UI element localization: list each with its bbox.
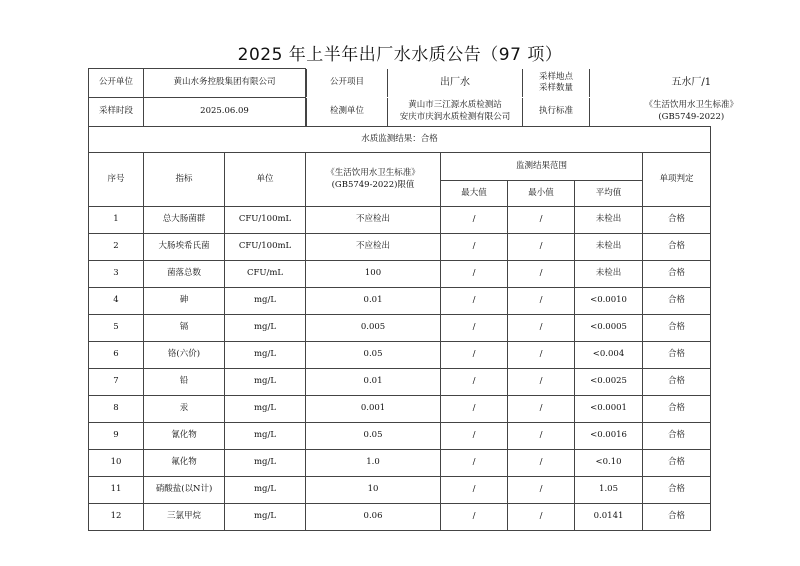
row-limit: 10 [306,477,441,504]
row-avg: <0.004 [575,342,643,369]
row-index: 11 [89,477,144,504]
row-verdict: 合格 [643,315,711,342]
row-avg: <0.0001 [575,396,643,423]
row-unit: CFU/100mL [225,207,306,234]
row-verdict: 合格 [643,369,711,396]
row-verdict: 合格 [643,234,711,261]
table-row [89,207,711,234]
row-max: / [441,450,508,477]
row-limit: 0.01 [306,369,441,396]
row-index: 5 [89,315,144,342]
item-value: 出厂水 [388,69,523,97]
row-indicator: 镉 [144,315,225,342]
row-avg: 1.05 [575,477,643,504]
table-row [89,288,711,315]
header-row-time [89,98,711,127]
row-max: / [441,288,508,315]
col-avg: 平均值 [575,181,643,207]
col-unit: 单位 [225,153,306,207]
row-min: / [508,315,575,342]
table-row [89,315,711,342]
col-indicator: 指标 [144,153,225,207]
row-min: / [508,423,575,450]
row-avg: <0.0005 [575,315,643,342]
table-row [89,423,711,450]
table-row [89,504,711,531]
row-index: 6 [89,342,144,369]
table-row [89,396,711,423]
row-max: / [441,423,508,450]
table-row [89,261,711,288]
publisher-value: 黄山水务控股集团有限公司 [144,69,306,98]
row-unit: mg/L [225,315,306,342]
row-index: 8 [89,396,144,423]
row-index: 12 [89,504,144,531]
row-min: / [508,288,575,315]
document-title: 2025 年上半年出厂水水质公告（97 项） [237,45,563,65]
table-row [89,450,711,477]
row-min: / [508,450,575,477]
row-indicator: 大肠埃希氏菌 [144,234,225,261]
lab-value [388,98,523,126]
row-min: / [508,504,575,531]
row-indicator: 三氯甲烷 [144,504,225,531]
table-row [89,369,711,396]
lab-line-2: 安庆市庆润水质检测有限公司 [399,111,511,122]
row-limit: 0.005 [306,315,441,342]
row-index: 2 [89,234,144,261]
row-indicator: 铅 [144,369,225,396]
col-limit [306,153,441,207]
row-verdict: 合格 [643,261,711,288]
row-avg: 未检出 [575,234,643,261]
publisher-label: 公开单位 [89,69,144,98]
standard-line-1: 《生活饮用水卫生标准》 [644,100,739,111]
row-index: 1 [89,207,144,234]
col-limit-line-1: 《生活饮用水卫生标准》 [326,168,420,179]
lab-line-1: 黄山市三江源水质检测站 [408,100,502,111]
row-avg: 0.0141 [575,504,643,531]
row-index: 3 [89,261,144,288]
row-unit: CFU/mL [225,261,306,288]
row-min: / [508,396,575,423]
row-limit: 0.001 [306,396,441,423]
sampling-place-label: 采样地点 [539,71,574,82]
row-indicator: 总大肠菌群 [144,207,225,234]
row-unit: mg/L [225,342,306,369]
row-index: 7 [89,369,144,396]
row-limit: 0.01 [306,288,441,315]
row-max: / [441,207,508,234]
row-limit: 1.0 [306,450,441,477]
row-indicator: 氰化物 [144,423,225,450]
column-header-row-1 [89,153,711,181]
col-index: 序号 [89,153,144,207]
row-unit: mg/L [225,288,306,315]
row-limit: 不应检出 [306,207,441,234]
row-verdict: 合格 [643,288,711,315]
standard-label: 执行标准 [523,98,590,126]
row-max: / [441,342,508,369]
header-row-publisher [89,69,711,98]
row-unit: mg/L [225,369,306,396]
col-min: 最小值 [508,181,575,207]
row-unit: mg/L [225,504,306,531]
row-verdict: 合格 [643,504,711,531]
row-min: / [508,207,575,234]
water-quality-table [88,68,739,531]
row-unit: mg/L [225,477,306,504]
row-index: 10 [89,450,144,477]
row-avg: <0.0025 [575,369,643,396]
sampling-time-label: 采样时段 [89,98,144,127]
sampling-time-value: 2025.06.09 [144,98,306,127]
col-limit-line-2: (GB5749-2022)限值 [331,179,415,190]
item-label-cell: 公开项目 [307,69,388,97]
row-indicator: 硝酸盐(以N计) [144,477,225,504]
sampling-count-label: 采样数量 [539,83,574,93]
table-row [89,234,711,261]
row-verdict: 合格 [643,477,711,504]
standard-line-2: (GB5749-2022) [658,111,725,122]
row-min: / [508,261,575,288]
row-verdict: 合格 [643,450,711,477]
row-max: / [441,261,508,288]
row-avg: <0.10 [575,450,643,477]
sampling-value: 五水厂/1 [590,69,793,97]
row-min: / [508,477,575,504]
standard-value [590,98,793,126]
lab-label: 检测单位 [307,98,388,126]
row-avg: 未检出 [575,261,643,288]
row-avg: 未检出 [575,207,643,234]
row-limit: 不应检出 [306,234,441,261]
row-limit: 0.05 [306,342,441,369]
row-unit: mg/L [225,423,306,450]
row-max: / [441,504,508,531]
row-indicator: 汞 [144,396,225,423]
row-index: 9 [89,423,144,450]
row-indicator: 菌落总数 [144,261,225,288]
row-indicator: 铬(六价) [144,342,225,369]
row-limit: 100 [306,261,441,288]
row-index: 4 [89,288,144,315]
row-min: / [508,234,575,261]
col-max: 最大值 [441,181,508,207]
row-max: / [441,369,508,396]
row-max: / [441,234,508,261]
row-max: / [441,315,508,342]
table-row [89,477,711,504]
sampling-labels [523,69,590,97]
row-unit: mg/L [225,396,306,423]
row-indicator: 氟化物 [144,450,225,477]
summary-row [89,127,711,153]
row-unit: CFU/100mL [225,234,306,261]
row-unit: mg/L [225,450,306,477]
summary-text: 水质监测结果：合格 [89,127,711,153]
row-limit: 0.05 [306,423,441,450]
row-verdict: 合格 [643,342,711,369]
row-limit: 0.06 [306,504,441,531]
row-indicator: 砷 [144,288,225,315]
row-verdict: 合格 [643,396,711,423]
col-verdict: 单项判定 [643,153,711,207]
row-avg: <0.0010 [575,288,643,315]
table-row [89,342,711,369]
row-avg: <0.0016 [575,423,643,450]
row-verdict: 合格 [643,207,711,234]
row-verdict: 合格 [643,423,711,450]
col-range: 监测结果范围 [441,153,643,181]
row-min: / [508,369,575,396]
row-max: / [441,477,508,504]
row-min: / [508,342,575,369]
row-max: / [441,396,508,423]
